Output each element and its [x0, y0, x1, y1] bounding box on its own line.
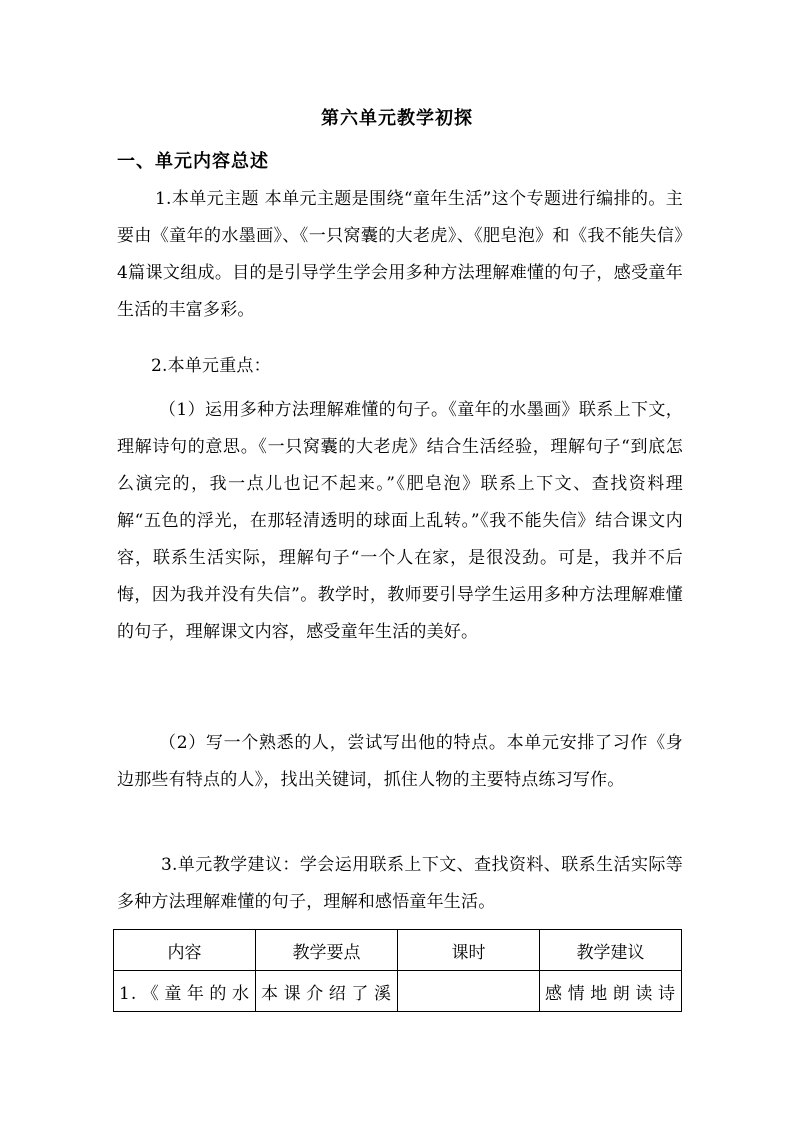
paragraph-focus-point-1: （1）运用多种方法理解难懂的句子。《童年的水墨画》联系上下文，理解诗句的意思。《一只窝囊的大老虎》结合生活经验，理解句子“到底怎么演完的，我一点儿也记不起来。”《肥皂泡》联系上下文、查找资料理解“五色的浮光，在那轻清透明的球面上乱转。”《我不能失信》结合课文内容，联系生活实际，理解句子“一个人在家，是很没劲。可是，我并不后悔，因为我并没有失信”。教学时，教师要引导学生运用多种方法理解难懂的句子，理解课文内容，感受童年生活的美好。 — [117, 400, 683, 642]
document-title: 第六单元教学初探 — [321, 108, 473, 129]
cell-teaching-suggestions: 感情地朗读诗 — [540, 971, 682, 1012]
table-row — [114, 971, 682, 1012]
lesson-plan-table — [113, 929, 682, 1012]
header-class-hours: 课时 — [398, 930, 540, 971]
header-content: 内容 — [114, 930, 256, 971]
cell-class-hours — [398, 971, 540, 1012]
header-teaching-points: 教学要点 — [256, 930, 398, 971]
paragraph-teaching-suggestion: 3.单元教学建议：学会运用联系上下文、查找资料、联系生活实际等多种方法理解难懂的句子，理解和感悟童年生活。 — [117, 855, 683, 912]
cell-teaching-points: 本课介绍了溪 — [256, 971, 398, 1012]
paragraph-focus-point-2: （2）写一个熟悉的人，尝试写出他的特点。本单元安排了习作《身边那些有特点的人》，找出关键词，抓住人物的主要特点练习写作。 — [117, 733, 683, 790]
table-header-row — [114, 930, 682, 971]
section-heading-overview: 一、单元内容总述 — [117, 151, 269, 172]
cell-content: 1.《童年的水 — [114, 971, 256, 1012]
paragraph-unit-focus-heading: 2.本单元重点： — [151, 356, 271, 376]
paragraph-unit-theme: 1.本单元主题 本单元主题是围绕“童年生活”这个专题进行编排的。主要由《童年的水墨画》、《一只窝囊的大老虎》、《肥皂泡》和《我不能失信》4篇课文组成。目的是引导学生学会用多种方法理解难懂的句子，感受童年生活的丰富多彩。 — [117, 189, 683, 320]
header-teaching-suggestions: 教学建议 — [540, 930, 682, 971]
